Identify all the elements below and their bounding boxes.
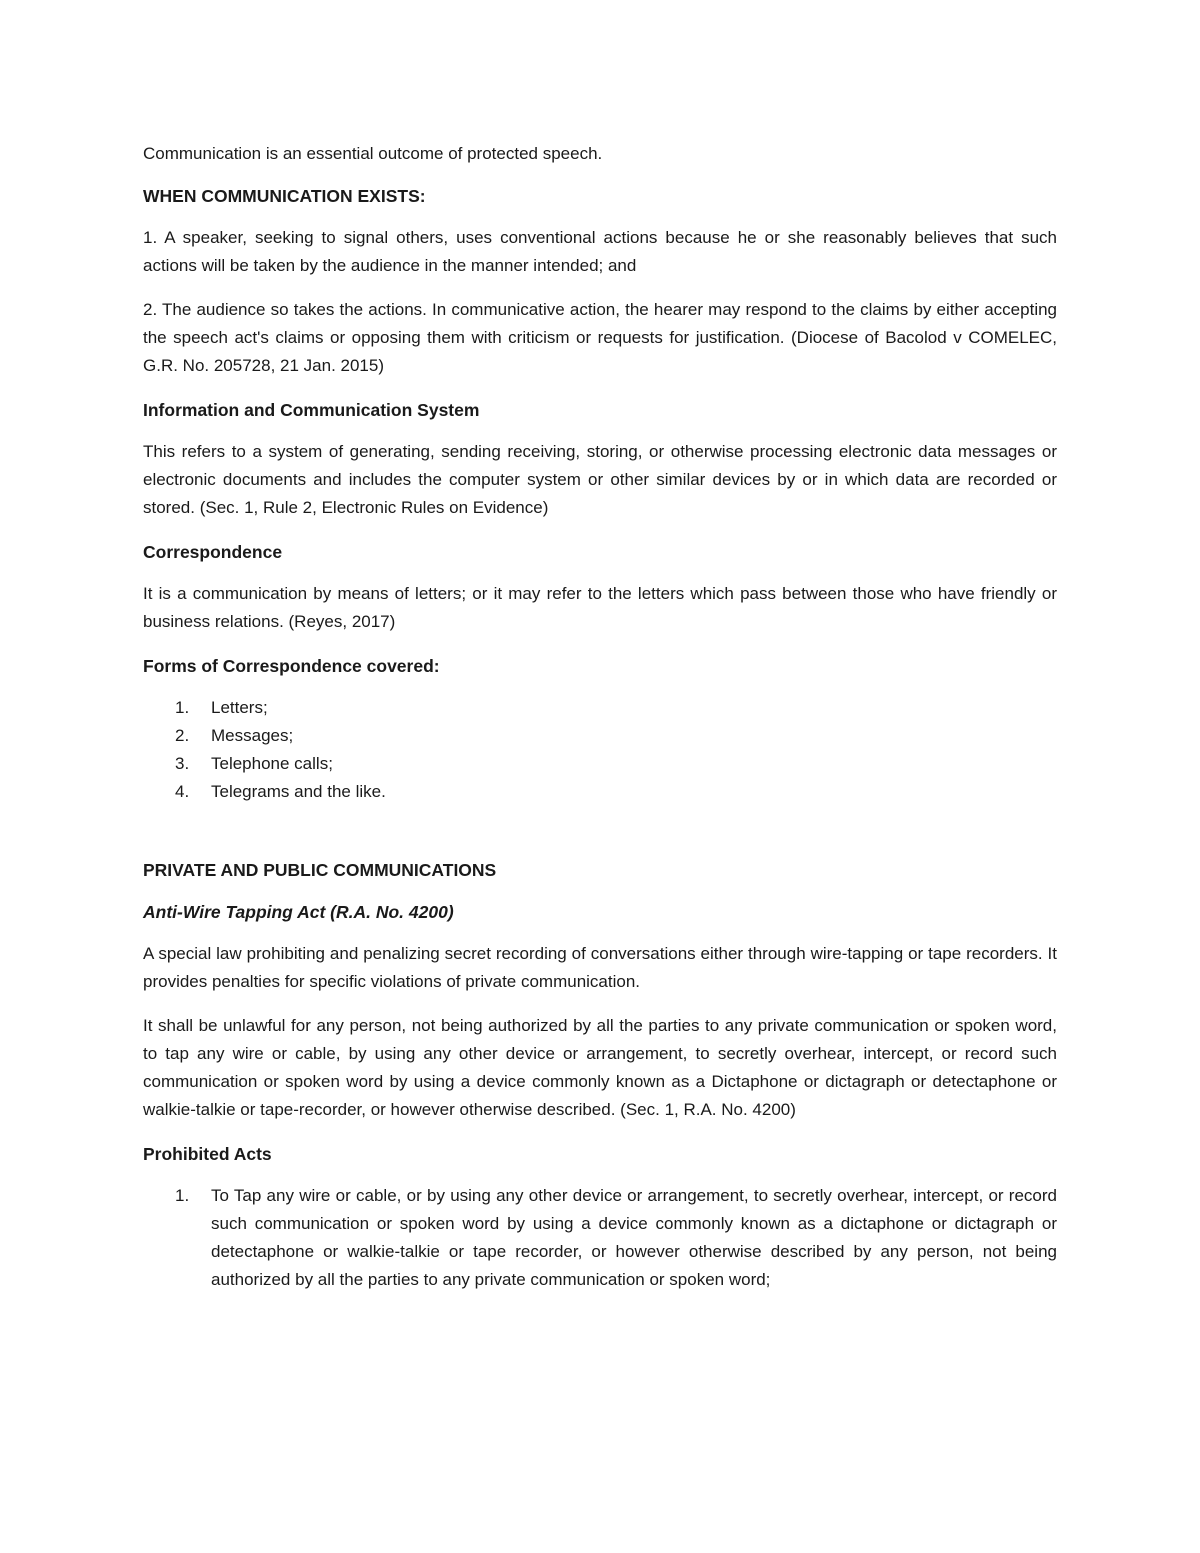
list-text: Telephone calls; [211, 754, 333, 773]
list-number: 4. [175, 782, 190, 801]
ics-heading: Information and Communication System [143, 400, 480, 420]
correspondence-heading: Correspondence [143, 542, 283, 562]
list-number: 1. [175, 698, 190, 717]
private-public-heading: PRIVATE AND PUBLIC COMMUNICATIONS [143, 860, 497, 880]
correspondence-paragraph: It is a communication by means of letters; or it may refer to the letters which pass between those who have friendly or business relations. (Reyes, 2017) [143, 584, 1057, 631]
list-item [143, 694, 1057, 722]
list-number: 3. [175, 754, 190, 773]
list-number: 2. [175, 726, 190, 745]
prohibited-list [143, 1182, 1057, 1294]
forms-list [143, 694, 1057, 806]
list-text: Letters; [211, 698, 268, 717]
when-paragraph-1: 1. A speaker, seeking to signal others, uses conventional actions because he or she reasonably believes that such actions will be taken by the audience in the manner intended; and [143, 228, 1057, 275]
ics-paragraph: This refers to a system of generating, sending receiving, storing, or otherwise processing electronic data messages or electronic documents and includes the computer system or other similar devices by or in which data are recorded or stored. (Sec. 1, Rule 2, Electronic Rules on Evidence) [143, 442, 1057, 517]
awt-paragraph-2: It shall be unlawful for any person, not being authorized by all the parties to any private communication or spoken word, to tap any wire or cable, by using any other device or arrangement, to secretly overhear, intercept, or record such communication or spoken word by using a device commonly known as a Dictaphone or dictagraph or detectaphone or walkie-talkie or tape-recorder, or however otherwise described. (Sec. 1, R.A. No. 4200) [143, 1016, 1057, 1119]
forms-heading: Forms of Correspondence covered: [143, 656, 440, 676]
anti-wire-tapping-heading: Anti-Wire Tapping Act (R.A. No. 4200) [143, 902, 454, 922]
list-text: To Tap any wire or cable, or by using any other device or arrangement, to secretly overhear, intercept, or record such communication or spoken word by using a device commonly known as a dictaphone or dictagraph or detectaphone or walkie-talkie or tape recorder, or however otherwise described by any person, not being authorized by all the parties to any private communication or spoken word; [211, 1186, 1057, 1289]
list-text: Messages; [211, 726, 294, 745]
list-number: 1. [175, 1186, 190, 1205]
when-communication-heading: WHEN COMMUNICATION EXISTS: [143, 186, 426, 206]
list-item [143, 778, 1057, 806]
list-text: Telegrams and the like. [211, 782, 386, 801]
awt-paragraph-1: A special law prohibiting and penalizing secret recording of conversations either through wire-tapping or tape recorders. It provides penalties for specific violations of private communication. [143, 944, 1057, 991]
intro-paragraph: Communication is an essential outcome of protected speech. [143, 144, 603, 163]
list-item [143, 1182, 1057, 1294]
prohibited-acts-heading: Prohibited Acts [143, 1144, 272, 1164]
when-paragraph-2: 2. The audience so takes the actions. In communicative action, the hearer may respond to the claims by either accepting the speech act's claims or opposing them with criticism or requests for justification. (Diocese of Bacolod v COMELEC, G.R. No. 205728, 21 Jan. 2015) [143, 300, 1057, 375]
list-item [143, 722, 1057, 750]
document-page [143, 140, 1057, 1310]
section-spacer [143, 822, 1057, 856]
list-item [143, 750, 1057, 778]
